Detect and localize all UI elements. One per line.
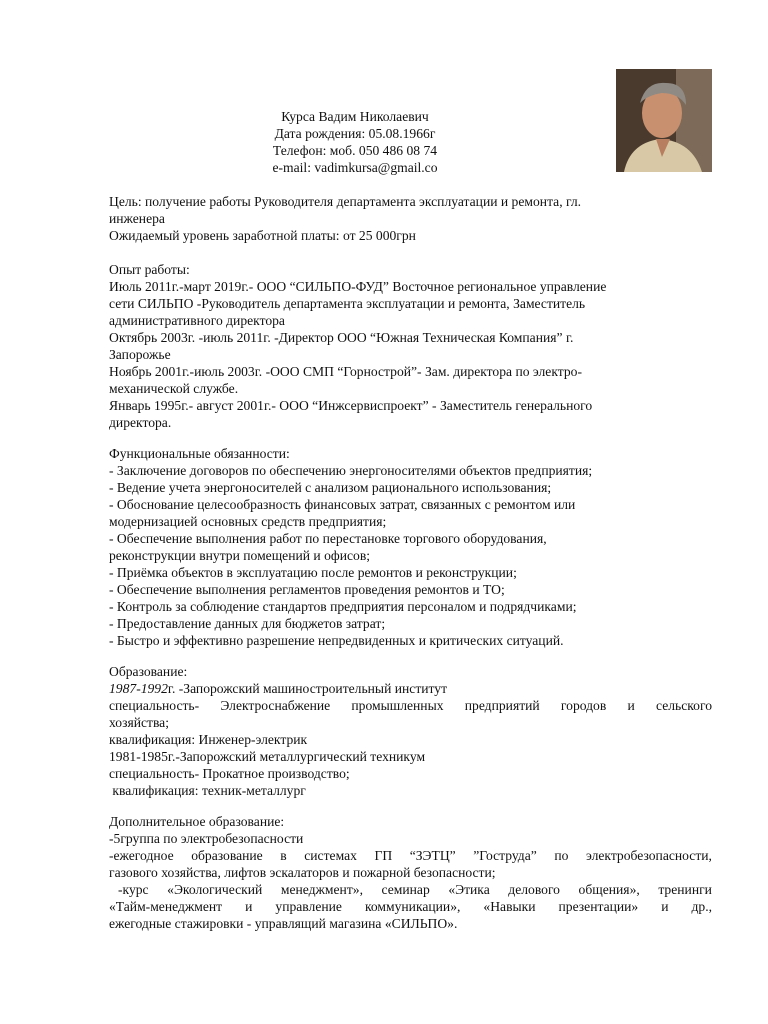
duty-line: - Обоснование целесообразность финансовых затрат, связанных с ремонтом или — [109, 497, 576, 512]
duty-line: - Контроль за соблюдение стандартов предприятия персоналом и подрядчиками; — [109, 599, 577, 614]
duty-line: - Заключение договоров по обеспечению энергоносителями объектов предприятия; — [109, 463, 593, 478]
education-spec-1-cont: хозяйства; — [109, 715, 169, 730]
additional-line-2: -ежегодное образование в системах ГП “ЗЭТЦ” ”Гоструда” по электробезопасности, — [109, 848, 712, 863]
person-name: Курса Вадим Николаевич — [281, 109, 429, 124]
duty-line: - Предоставление данных для бюджетов затрат; — [109, 616, 386, 631]
duty-line: - Обеспечение выполнения регламентов проведения ремонтов и ТО; — [109, 582, 505, 597]
experience-line: сети СИЛЬПО -Руководитель департамента эксплуатации и ремонта, Заместитель — [109, 296, 586, 311]
additional-title: Дополнительное образование: — [109, 814, 285, 829]
profile-photo — [616, 69, 712, 172]
education-qual-2: квалификация: техник-металлург — [109, 783, 306, 798]
phone: Телефон: моб. 050 486 08 74 — [272, 143, 438, 158]
birth-date: Дата рождения: 05.08.1966г — [274, 126, 436, 141]
additional-line-5: «Тайм-менеджмент и управление коммуникации», «Навыки презентации» и др., — [109, 899, 713, 914]
salary-line: Ожидаемый уровень заработной платы: от 25 000грн — [109, 228, 416, 243]
duty-line: - Ведение учета энергоносителей с анализом рационального использования; — [109, 480, 552, 495]
goal-line-2: инженера — [109, 211, 165, 226]
experience-line: административного директора — [109, 313, 285, 328]
experience-line: Октябрь 2003г. -июль 2011г. -Директор ООО “Южная Техническая Компания” г. — [109, 330, 574, 345]
duty-line: - Обеспечение выполнения работ по перестановке торгового оборудования, — [109, 531, 547, 546]
experience-title: Опыт работы: — [109, 262, 190, 277]
additional-line-6: ежегодные стажировки - управлящий магазина «СИЛЬПО». — [109, 916, 458, 931]
duty-line: - Быстро и эффективно разрешение непредвиденных и критических ситуаций. — [109, 633, 564, 648]
education-qual-1: квалификация: Инженер-электрик — [109, 732, 308, 747]
education-spec-1: специальность- Электроснабжение промышленных предприятий городов и сельского — [109, 698, 712, 713]
experience-line: механической службе. — [109, 381, 239, 396]
education-line-2: 1981-1985г.-Запорожский металлургический техникум — [109, 749, 426, 764]
portrait-image — [616, 69, 712, 172]
experience-line: Ноябрь 2001г.-июль 2003г. -ООО СМП “Горнострой”- Зам. директора по электро- — [109, 364, 582, 379]
duty-line: - Приёмка объектов в эксплуатацию после ремонтов и реконструкции; — [109, 565, 517, 580]
education-years: 1987-1992 — [109, 681, 168, 696]
duty-line: реконструкции внутри помещений и офисов; — [109, 548, 371, 563]
experience-line: Январь 1995г.- август 2001г.- ООО “Инжсервиспроект” - Заместитель генерального — [109, 398, 593, 413]
email: e-mail: vadimkursa@gmail.co — [272, 160, 438, 175]
goal-line-1: Цель: получение работы Руководителя департамента эксплуатации и ремонта, гл. — [109, 194, 582, 209]
duty-line: модернизацией основных средств предприятия; — [109, 514, 387, 529]
additional-line-4: -курс «Экологический менеджмент», семинар «Этика делового общения», тренинги — [118, 882, 712, 897]
education-institute: г. -Запорожский машиностроительный институт — [167, 681, 448, 696]
additional-line-3: газового хозяйства, лифтов эскалаторов и пожарной безопасности; — [109, 865, 496, 880]
duties-title: Функциональные обязанности: — [109, 446, 290, 461]
experience-line: директора. — [109, 415, 172, 430]
experience-line: Запорожье — [109, 347, 171, 362]
additional-line-1: -5группа по электробезопасности — [109, 831, 304, 846]
experience-line: Июль 2011г.-март 2019г.- ООО “СИЛЬПО-ФУД” Восточное региональное управление — [109, 279, 607, 294]
education-line-1 — [109, 680, 447, 697]
education-title: Образование: — [109, 664, 188, 679]
education-spec-2: специальность- Прокатное производство; — [109, 766, 350, 781]
